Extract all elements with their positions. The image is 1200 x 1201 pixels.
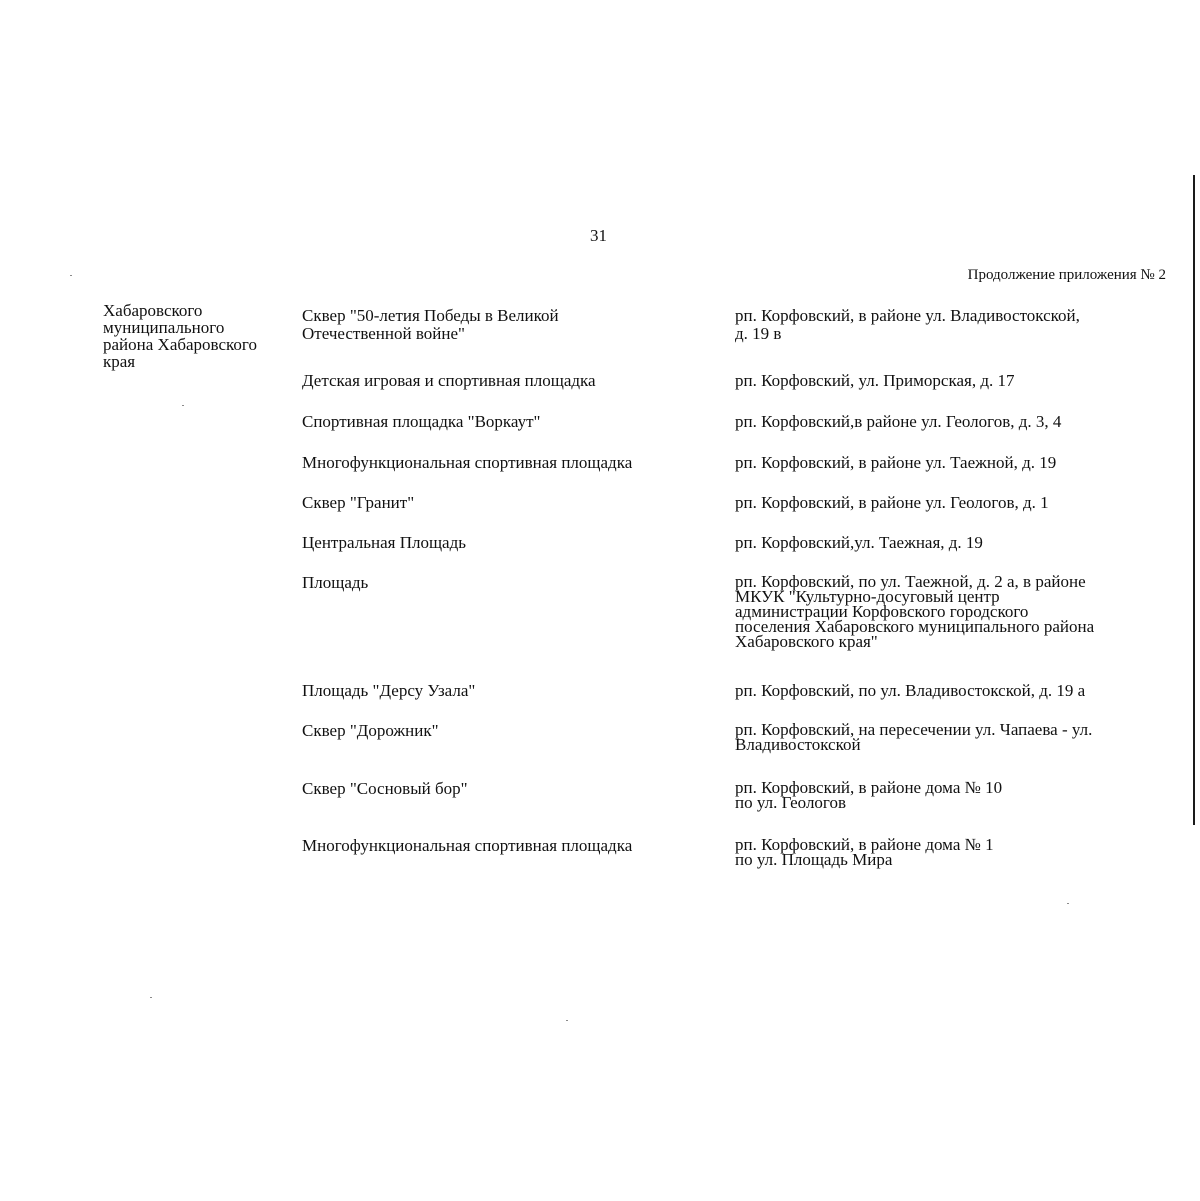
object-name-line: Сквер "Гранит" bbox=[302, 493, 415, 512]
address-cell bbox=[735, 837, 1180, 867]
address-line: рп. Корфовский, на пересечении ул. Чапаева - ул. bbox=[735, 720, 1093, 739]
address-line: рп. Корфовский,ул. Таежная, д. 19 bbox=[735, 533, 983, 552]
address-cell bbox=[735, 307, 1180, 343]
address-line: по ул. Геологов bbox=[735, 793, 846, 812]
scan-page-edge bbox=[1193, 175, 1195, 825]
address-cell bbox=[735, 454, 1180, 472]
object-name-cell bbox=[302, 682, 722, 700]
address-line: рп. Корфовский, по ул. Владивостокской, д. 19 а bbox=[735, 681, 1086, 700]
object-name-line: Сквер "Дорожник" bbox=[302, 721, 439, 740]
address-line: Хабаровского края" bbox=[735, 632, 878, 651]
address-line: рп. Корфовский, в районе дома № 1 bbox=[735, 835, 994, 854]
address-line: рп. Корфовский, в районе ул. Таежной, д. 19 bbox=[735, 453, 1057, 472]
address-cell bbox=[735, 494, 1180, 512]
address-line: рп. Корфовский,в районе ул. Геологов, д. 3, 4 bbox=[735, 412, 1062, 431]
object-name-cell bbox=[302, 307, 722, 343]
address-cell bbox=[735, 722, 1180, 752]
region-line: района Хабаровского bbox=[103, 335, 257, 354]
scan-speck bbox=[70, 275, 72, 276]
region-line: муниципального bbox=[103, 318, 225, 337]
address-line: рп. Корфовский, в районе ул. Геологов, д. 1 bbox=[735, 493, 1049, 512]
object-name-cell bbox=[302, 574, 722, 592]
object-name-line: Многофункциональная спортивная площадка bbox=[302, 836, 633, 855]
object-name-line: Отечественной войне" bbox=[302, 324, 465, 343]
appendix-continuation-note: Продолжение приложения № 2 bbox=[967, 267, 1166, 283]
region-cell bbox=[103, 302, 303, 370]
object-name-line: Детская игровая и спортивная площадка bbox=[302, 371, 596, 390]
address-line: администрации Корфовского городского bbox=[735, 602, 1029, 621]
address-line: рп. Корфовский, ул. Приморская, д. 17 bbox=[735, 371, 1015, 390]
address-cell bbox=[735, 780, 1180, 810]
scan-speck bbox=[182, 405, 184, 406]
object-name-cell bbox=[302, 534, 722, 552]
address-line: МКУК "Культурно-досуговый центр bbox=[735, 587, 1000, 606]
address-cell bbox=[735, 534, 1180, 552]
scan-speck bbox=[566, 1020, 568, 1021]
address-cell bbox=[735, 682, 1180, 700]
address-line: по ул. Площадь Мира bbox=[735, 850, 893, 869]
object-name-cell bbox=[302, 837, 722, 855]
scan-speck bbox=[150, 997, 152, 998]
object-name-cell bbox=[302, 494, 722, 512]
scan-speck bbox=[1067, 903, 1069, 904]
address-line: д. 19 в bbox=[735, 324, 782, 343]
object-name-cell bbox=[302, 372, 722, 390]
object-name-line: Сквер "50-летия Победы в Великой bbox=[302, 306, 559, 325]
region-line: Хабаровского bbox=[103, 301, 203, 320]
object-name-line: Сквер "Сосновый бор" bbox=[302, 779, 468, 798]
address-cell bbox=[735, 413, 1180, 431]
address-line: Владивостокской bbox=[735, 735, 861, 754]
address-line: рп. Корфовский, в районе дома № 10 bbox=[735, 778, 1003, 797]
object-name-cell bbox=[302, 413, 722, 431]
object-name-line: Площадь "Дерсу Узала" bbox=[302, 681, 476, 700]
object-name-cell bbox=[302, 454, 722, 472]
object-name-line: Многофункциональная спортивная площадка bbox=[302, 453, 633, 472]
object-name-cell bbox=[302, 722, 722, 740]
object-name-line: Спортивная площадка "Воркаут" bbox=[302, 412, 541, 431]
object-name-line: Площадь bbox=[302, 573, 369, 592]
address-line: рп. Корфовский, по ул. Таежной, д. 2 а, в районе bbox=[735, 572, 1086, 591]
address-cell bbox=[735, 372, 1180, 390]
address-line: поселения Хабаровского муниципального района bbox=[735, 617, 1095, 636]
address-line: рп. Корфовский, в районе ул. Владивостокской, bbox=[735, 306, 1080, 325]
region-line: края bbox=[103, 352, 136, 371]
address-cell bbox=[735, 574, 1180, 649]
object-name-cell bbox=[302, 780, 722, 798]
object-name-line: Центральная Площадь bbox=[302, 533, 466, 552]
page-number: 31 bbox=[590, 226, 607, 245]
